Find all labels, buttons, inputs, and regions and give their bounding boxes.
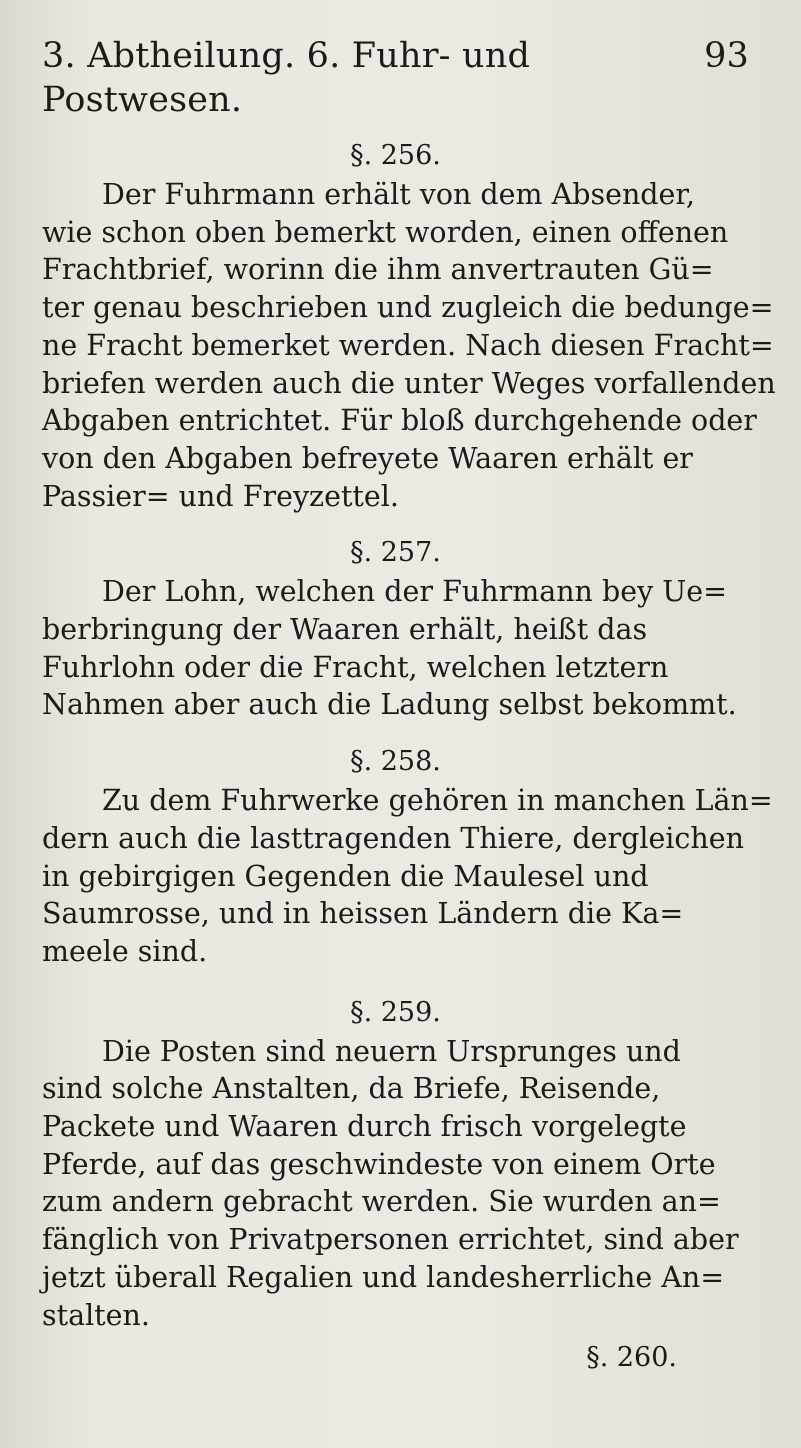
text-line: Der Lohn, welchen der Fuhrmann bey Ue= [102, 575, 728, 609]
text-line: Abgaben entrichtet. Für bloß durchgehende oder [42, 404, 757, 438]
section-258 [42, 742, 773, 971]
text-line: briefen werden auch die unter Weges vorfallenden [42, 366, 776, 400]
section-body [42, 573, 749, 724]
text-line: von den Abgaben befreyete Waaren erhält er [42, 441, 693, 475]
page-number: 93 [704, 36, 749, 76]
text-line: ter genau beschrieben und zugleich die bedunge= [42, 291, 774, 325]
section-body [42, 1033, 749, 1335]
text-line: Saumrosse, und in heissen Ländern die Ka= [42, 897, 684, 931]
running-head-title: 3. Abtheilung. 6. Fuhr- und Postwesen. [42, 36, 531, 120]
text-line: dern auch die lasttragenden Thiere, dergleichen [42, 821, 744, 855]
text-line: Pferde, auf das geschwindeste von einem Orte [42, 1147, 716, 1181]
text-line: fänglich von Privatpersonen errichtet, sind aber [42, 1223, 739, 1257]
text-line: Fuhrlohn oder die Fracht, welchen letztern [42, 650, 669, 684]
text-line: stalten. [42, 1298, 150, 1332]
text-line: Nahmen aber auch die Ladung selbst bekommt. [42, 688, 737, 722]
text-line: wie schon oben bemerkt worden, einen offenen [42, 215, 729, 249]
section-257 [42, 533, 749, 724]
text-line: Der Fuhrmann erhält von dem Absender, [102, 178, 695, 211]
text-line: Passier= und Freyzettel. [42, 479, 399, 513]
text-line: ne Fracht bemerket werden. Nach diesen Fracht= [42, 328, 774, 362]
text-line: berbringung der Waaren erhält, heißt das [42, 613, 648, 647]
text-line: sind solche Anstalten, da Briefe, Reisende, [42, 1072, 661, 1106]
text-line: in gebirgigen Gegenden die Maulesel und [42, 859, 649, 893]
text-line: Frachtbrief, worinn die ihm anvertrauten Gü= [42, 253, 714, 287]
text-line: Die Posten sind neuern Ursprunges und [102, 1034, 681, 1068]
section-number: §. 259. [350, 996, 441, 1028]
text-line: Zu dem Fuhrwerke gehören in manchen Län= [102, 784, 773, 818]
text-line: jetzt überall Regalien und landesherrliche An= [42, 1260, 725, 1294]
section-259 [42, 993, 749, 1335]
text-line: zum andern gebracht werden. Sie wurden an= [42, 1185, 721, 1219]
text-line: Packete und Waaren durch frisch vorgelegte [42, 1110, 687, 1144]
section-number: §. 256. [350, 140, 441, 171]
section-body [42, 176, 776, 515]
catchword: §. 260. [586, 1342, 677, 1374]
section-number: §. 257. [350, 537, 441, 569]
running-head [42, 34, 749, 122]
section-number: §. 258. [350, 746, 441, 778]
section-256 [42, 136, 776, 515]
text-line: meele sind. [42, 934, 208, 968]
section-body [42, 782, 773, 971]
